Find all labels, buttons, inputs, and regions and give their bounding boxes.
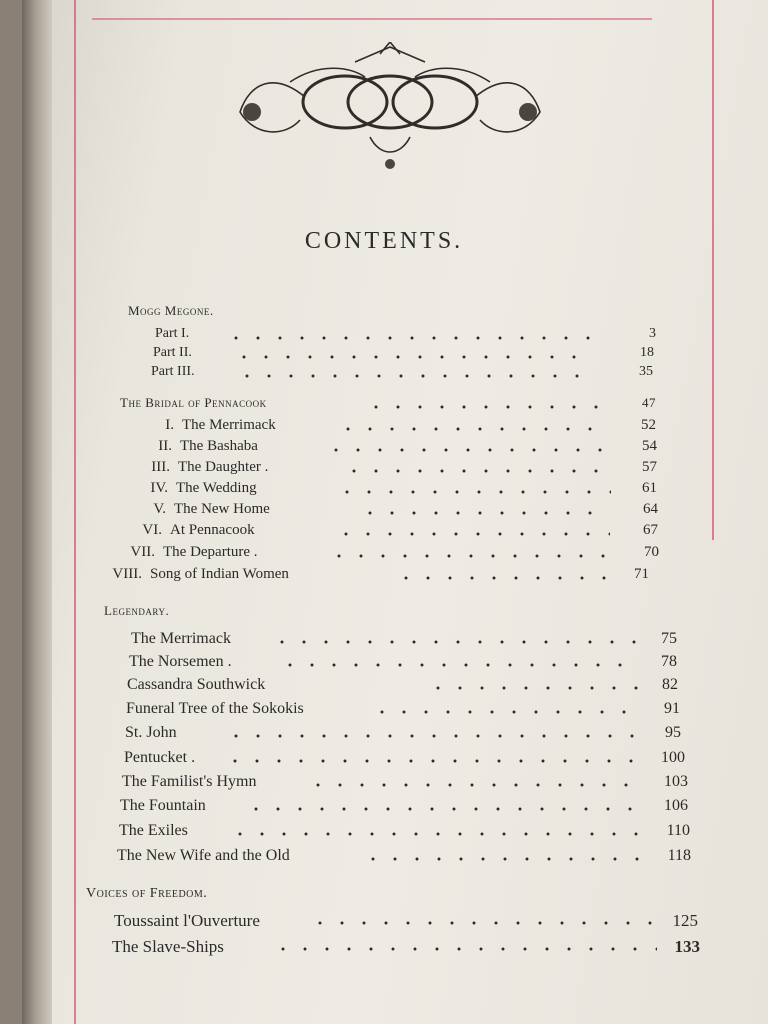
dot-leader	[224, 758, 634, 764]
roman-numeral: IV.	[150, 480, 168, 496]
section-heading	[86, 886, 646, 908]
section-heading-text: Voices of Freedom.	[86, 886, 208, 901]
list-item	[131, 630, 681, 652]
dot-leader	[365, 404, 605, 410]
page-number: 47	[642, 395, 656, 410]
page-number: 91	[664, 700, 680, 717]
dot-leader	[343, 468, 608, 474]
entry-title: Part III.	[151, 364, 195, 379]
dot-leader	[271, 639, 641, 645]
dot-leader	[307, 782, 637, 788]
page-number: 103	[664, 773, 688, 790]
page-title: CONTENTS.	[304, 228, 464, 254]
page-number: 3	[649, 326, 656, 341]
entry-label: The Wedding	[176, 480, 257, 496]
entry-title	[126, 480, 257, 497]
list-item	[120, 522, 665, 544]
list-item	[130, 438, 662, 460]
dot-leader	[336, 489, 611, 495]
page-number: 110	[666, 822, 690, 839]
dot-leader	[371, 709, 641, 715]
roman-numeral: VII.	[130, 544, 155, 560]
entry-title: The Norsemen .	[129, 653, 232, 670]
entry-title	[128, 459, 268, 476]
entry-label: The Merrimack	[182, 417, 276, 433]
entry-title: Part I.	[155, 326, 190, 341]
roman-numeral: II.	[158, 438, 172, 454]
dot-leader	[272, 946, 657, 952]
margin-rule-top	[92, 18, 652, 20]
entry-title: The Familist's Hymn	[122, 773, 257, 790]
dot-leader	[325, 447, 610, 453]
page-number: 61	[642, 480, 657, 496]
dot-leader	[233, 354, 593, 360]
dot-leader	[328, 553, 618, 559]
dot-leader	[309, 920, 654, 926]
page-number: 70	[644, 544, 659, 560]
section-heading-text: The Bridal of Pennacook	[120, 395, 267, 410]
roman-numeral: VI.	[142, 522, 162, 538]
page-number: 71	[634, 566, 649, 582]
section-heading	[104, 603, 664, 625]
dot-leader	[229, 831, 639, 837]
section-heading	[128, 303, 668, 325]
entry-title	[100, 566, 289, 583]
roman-numeral: I.	[165, 417, 174, 433]
entry-title: Toussaint l'Ouverture	[114, 911, 260, 930]
entry-label: At Pennacook	[170, 522, 255, 538]
page-number: 125	[672, 911, 698, 930]
entry-label: The Daughter .	[178, 459, 269, 475]
dot-leader	[225, 335, 595, 341]
page-number: 95	[665, 724, 681, 741]
dot-leader	[359, 510, 609, 516]
list-item	[126, 700, 684, 722]
page-number: 18	[640, 345, 654, 360]
roman-numeral: III.	[151, 459, 170, 475]
dot-leader	[427, 685, 642, 691]
list-item	[127, 676, 682, 698]
entry-title: The New Wife and the Old	[117, 847, 290, 864]
page-number: 64	[643, 501, 658, 517]
list-item	[114, 911, 704, 933]
page-number: 82	[662, 676, 678, 693]
list-item	[125, 724, 685, 746]
page-number: 52	[641, 417, 656, 433]
list-item	[113, 544, 668, 566]
margin-rule-left	[74, 0, 76, 1024]
section-heading-text: Legendary.	[104, 603, 170, 618]
page-number: 54	[642, 438, 657, 454]
entry-label: Song of Indian Women	[150, 566, 289, 582]
list-item	[124, 501, 664, 523]
list-item	[132, 417, 662, 439]
list-item	[129, 653, 681, 675]
entry-title	[120, 522, 255, 539]
dot-leader	[337, 426, 607, 432]
list-item	[120, 797, 690, 819]
entry-title: The Fountain	[120, 797, 206, 814]
entry-label: The Departure .	[163, 544, 258, 560]
ornament-monogram-icon	[230, 42, 550, 172]
entry-title: The Merrimack	[131, 630, 231, 647]
dot-leader	[362, 856, 642, 862]
section-heading	[120, 395, 660, 417]
page-number: 106	[664, 797, 688, 814]
list-item	[112, 937, 707, 959]
page-number: 100	[661, 749, 685, 766]
list-item	[119, 822, 692, 844]
page-number: 57	[642, 459, 657, 475]
entry-title: The Exiles	[119, 822, 188, 839]
book-spine-shadow	[22, 0, 52, 1024]
entry-title	[113, 544, 258, 561]
entry-title: Pentucket .	[124, 749, 196, 766]
entry-title: Part II.	[153, 345, 192, 360]
section-heading-text: Mogg Megone.	[128, 303, 214, 318]
page-number: 35	[639, 364, 653, 379]
list-item	[126, 480, 663, 502]
list-item	[117, 847, 695, 869]
roman-numeral: VIII.	[112, 566, 142, 582]
dot-leader	[236, 373, 596, 379]
entry-title	[132, 417, 276, 434]
dot-leader	[225, 733, 645, 739]
page-number: 133	[674, 937, 700, 956]
page-number: 78	[661, 653, 677, 670]
page-number: 67	[643, 522, 658, 538]
entry-title: St. John	[125, 724, 177, 741]
list-item	[128, 459, 663, 481]
list-item	[124, 749, 687, 771]
roman-numeral: V.	[153, 501, 166, 517]
dot-leader	[245, 806, 640, 812]
dot-leader	[279, 662, 639, 668]
list-item	[100, 566, 670, 588]
entry-label: The Bashaba	[180, 438, 258, 454]
margin-rule-right	[712, 0, 714, 540]
page-number: 75	[661, 630, 677, 647]
entry-title	[124, 501, 270, 518]
page-number: 118	[667, 847, 691, 864]
entry-label: The New Home	[174, 501, 270, 517]
dot-leader	[395, 575, 615, 581]
entry-title	[130, 438, 258, 455]
list-item	[122, 773, 690, 795]
list-item	[151, 364, 653, 386]
entry-title: The Slave-Ships	[112, 937, 224, 956]
dot-leader	[335, 531, 610, 537]
entry-title: Cassandra Southwick	[127, 676, 266, 693]
entry-title: Funeral Tree of the Sokokis	[126, 700, 304, 717]
